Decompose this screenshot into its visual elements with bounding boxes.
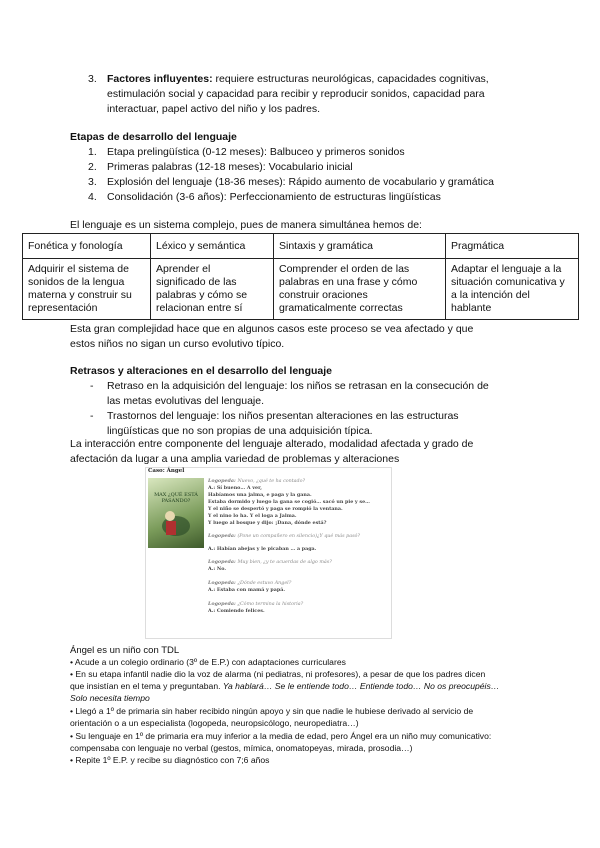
table-row	[23, 259, 579, 320]
dialogue-line	[208, 546, 388, 553]
dialogue-speaker: A.:	[208, 566, 217, 572]
angel-bullet-2-l2: que insistían en el tema y preguntaban. Ya hablará… Se le entiende todo… Entiende todo… No os preocupéis…	[70, 681, 500, 691]
dialogue-text: ¿Dónde estuvo Ángel?	[237, 581, 292, 586]
table-header-cell: Pragmática	[446, 234, 579, 259]
dialogue-speaker: A.:	[208, 587, 217, 593]
dialogue-speaker: Logopeda:	[208, 559, 238, 565]
retrasos-heading: Retrasos y alteraciones en el desarrollo del lenguaje	[70, 365, 333, 377]
dialogue-line	[208, 559, 388, 566]
factores-title: Factores influyentes:	[107, 73, 213, 85]
etapas-heading: Etapas de desarrollo del lenguaje	[70, 131, 237, 143]
dialogue-speaker: A.:	[208, 485, 217, 491]
dialogue-line	[208, 533, 388, 540]
factores-text-l3: interactuar, papel activo del niño y los padres.	[107, 103, 321, 115]
retrasos-item-l1: Retraso en la adquisición del lenguaje: los niños se retrasan en la consecución de	[107, 380, 489, 392]
retrasos-item-l1: Trastornos del lenguaje: los niños presentan alteraciones en las estructuras	[107, 410, 459, 422]
dialogue-speaker: Logopeda:	[208, 601, 238, 607]
dialogue-text: Habíamos una jalma, e paga y la gana.	[208, 492, 312, 498]
table-cell: Adquirir el sistema de sonidos de la lengua materna y construir su representación	[23, 259, 151, 320]
dialogue-text: ¿Cómo termina la historia?	[237, 602, 304, 607]
angel-bullet-3-l1: • Llegó a 1º de primaria sin haber recibido ningún apoyo y sin que nadie le hubiese derivado al servicio de	[70, 706, 474, 716]
etapas-item: Etapa prelingüística (0-12 meses): Balbuceo y primeros sonidos	[107, 146, 405, 158]
book-cover-image	[148, 478, 204, 548]
dialogue-text: No.	[216, 566, 227, 572]
dialogue-line	[208, 587, 388, 594]
factores-text-l1: requiere estructuras neurológicas, capacidades cognitivas,	[215, 73, 489, 85]
dialogue-text: Habían abejas y le picaban … a paga.	[216, 546, 317, 552]
retrasos-item-l2: lingüísticas que no son propias de una adquisición típica.	[107, 425, 373, 437]
dialogue-line	[208, 566, 388, 573]
dialogue-speaker: A.:	[208, 608, 217, 614]
dialogue-line	[208, 601, 388, 608]
dialogue-speaker: Logopeda:	[208, 533, 238, 539]
angel-bullet-4-l2: compensaba con lenguaje no verbal (gestos, mímica, onomatopeyas, mirada, prosodia…)	[70, 743, 413, 753]
etapas-item-number: 4.	[88, 191, 97, 203]
dialogue-speaker: Logopeda:	[208, 478, 238, 484]
angel-bullet-4-l1: • Su lenguaje en 1º de primaria era muy inferior a la media de edad, pero Ángel era un niño muy comunicativo:	[70, 731, 492, 741]
factores-text-l2: estimulación social y capacidad para recibir y reproducir sonidos, capacidad para	[107, 88, 485, 100]
angel-title: Ángel es un niño con TDL	[70, 645, 180, 656]
dialogue-text: Y el nino lo ha. Y el loga a Jalma.	[208, 513, 297, 519]
etapas-item-number: 1.	[88, 146, 97, 158]
angel-bullet-2-l1: • En su etapa infantil nadie dio la voz de alarma (ni pediatras, ni profesores), a pesar de que los padres dicen	[70, 669, 486, 679]
sistema-intro: El lenguaje es un sistema complejo, pues de manera simultánea hemos de:	[70, 219, 422, 231]
dialogue-text: Nuevo, ¿qué te ha contado?	[237, 479, 306, 484]
etapas-item-number: 2.	[88, 161, 97, 173]
dialogue-line	[208, 513, 388, 520]
dialogue-line	[208, 608, 388, 615]
dialogue-text: Y luego al bosque y dijo: ¡Dana, dónde está?	[208, 520, 327, 526]
dialogue-text: Estaba dormido y luego la gana se cogió… sacó un pie y se…	[208, 499, 370, 505]
book-illustration-icon	[148, 478, 204, 548]
angel-bullet-3-l2: orientación o a un especialista (logopeda, neuropsicólogo, neuropediatra…)	[70, 718, 359, 728]
etapas-item-number: 3.	[88, 176, 97, 188]
complejidad-l2: estos niños no sigan un curso evolutivo típico.	[70, 338, 285, 350]
angel-bullet-5: • Repite 1º E.P. y recibe su diagnóstico con 7;6 años	[70, 755, 270, 765]
dialogue-text: (Pone un compañero en silencio)¿Y qué más pasó?	[237, 534, 360, 539]
factores-paragraph	[107, 72, 577, 87]
dialogue-line	[208, 485, 388, 492]
figure-title: Caso: Ángel	[148, 468, 185, 474]
dialogue-line	[208, 492, 388, 499]
etapas-item: Explosión del lenguaje (18-36 meses): Rápido aumento de vocabulario y gramática	[107, 176, 494, 188]
dialogue-line	[208, 520, 388, 527]
dialogue-line	[208, 499, 388, 506]
dialogue-text: Sí bueno… A ver,	[216, 485, 262, 491]
angel-bullet-1: • Acude a un colegio ordinario (3º de E.P.) con adaptaciones curriculares	[70, 657, 346, 667]
table-header-cell: Fonética y fonología	[23, 234, 151, 259]
dialogue-text: Estaba con mamá y papá.	[216, 587, 286, 593]
dialogue-text: Y el niño se despertó y paga se rompió la ventana.	[208, 506, 343, 512]
dash-bullet: -	[90, 410, 94, 422]
dialogue-text: Muy bien, ¿y te acuerdas de algo más?	[237, 560, 332, 565]
dialogue-text: Comiendo felices.	[216, 608, 265, 614]
dialogue-speaker: Logopeda:	[208, 580, 238, 586]
angel-bullet-2-l3: Solo necesita tiempo	[70, 693, 150, 703]
table-header-row	[23, 234, 579, 259]
dialogue-line	[208, 478, 388, 485]
dialogue-line	[208, 580, 388, 587]
interaccion-l2: afectación da lugar a una amplia variedad de problemas y alteraciones	[70, 453, 400, 465]
language-components-table	[22, 233, 579, 320]
factores-number: 3.	[88, 73, 97, 85]
etapas-item: Primeras palabras (12-18 meses): Vocabulario inicial	[107, 161, 353, 173]
complejidad-l1: Esta gran complejidad hace que en algunos casos este proceso se vea afectado y que	[70, 323, 474, 335]
retrasos-item-l2: las metas evolutivas del lenguaje.	[107, 395, 265, 407]
dialogue-speaker: A.:	[208, 546, 217, 552]
dialogue-line	[208, 506, 388, 513]
table-header-cell: Sintaxis y gramática	[274, 234, 446, 259]
etapas-item: Consolidación (3-6 años): Perfeccionamiento de estructuras lingüísticas	[107, 191, 441, 203]
case-figure	[145, 467, 392, 639]
table-header-cell: Léxico y semántica	[151, 234, 274, 259]
table-cell: Adaptar el lenguaje a la situación comunicativa y a la intención del hablante	[446, 259, 579, 320]
dash-bullet: -	[90, 380, 94, 392]
table-cell: Comprender el orden de las palabras en una frase y cómo construir oraciones gramaticalmente correctas	[274, 259, 446, 320]
table-cell: Aprender el significado de las palabras y cómo se relacionan entre sí	[151, 259, 274, 320]
interaccion-l1: La interacción entre componente del lenguaje alterado, modalidad afectada y grado de	[70, 438, 474, 450]
book-cover-title: MAX ¿QUÉ ESTÁ PASANDO?	[154, 492, 198, 504]
